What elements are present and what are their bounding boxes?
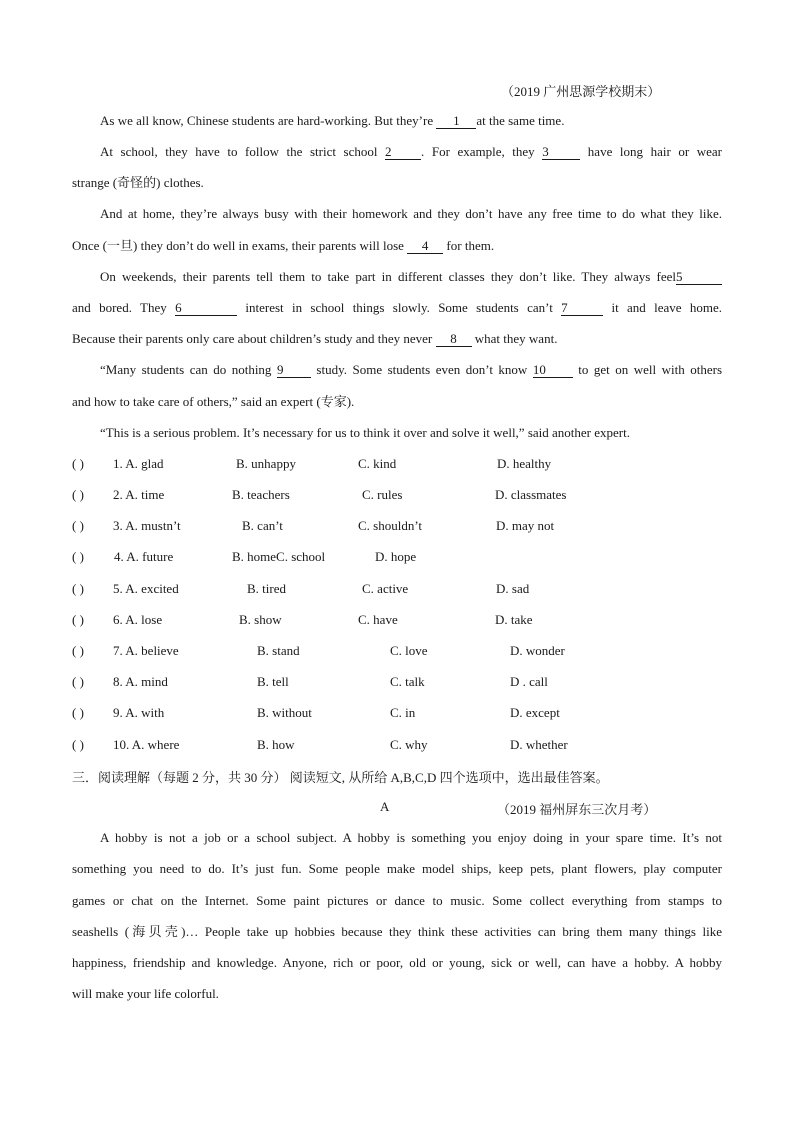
blank-10: 10 (533, 363, 573, 378)
passage-line: At school, they have to follow the strict school 2 . For example, they 3 have long hair or wear (100, 144, 722, 159)
passage-line: As we all know, Chinese students are hard-working. But they’re 1 at the same time. (100, 113, 565, 128)
answer-paren: ( ) (72, 549, 84, 564)
passage-line: Because their parents only care about children’s study and they never 8 what they want. (72, 331, 558, 346)
answer-paren: ( ) (72, 737, 84, 752)
option-b: B. teachers (232, 487, 290, 502)
blank-6: 6 (175, 301, 237, 316)
option-a: 5. A. excited (113, 581, 179, 596)
passage-line: And at home, they’re always busy with their homework and they don’t have any free time to do what they like. (100, 206, 722, 221)
option-c: C. have (358, 612, 398, 627)
passage-line: and how to take care of others,” said an expert (专家). (72, 394, 355, 409)
option-a: 9. A. with (113, 705, 165, 720)
option-b: B. stand (257, 643, 300, 658)
source-note-1: （2019 广州思源学校期末） (501, 84, 661, 99)
answer-paren: ( ) (72, 456, 84, 471)
answer-paren: ( ) (72, 705, 84, 720)
blank-2: 2 (385, 145, 421, 160)
option-a: 10. A. where (113, 737, 180, 752)
option-b: B. unhappy (236, 456, 296, 471)
option-a: 4. A. future (114, 549, 174, 564)
option-c: C. love (390, 643, 428, 658)
passage-line: games or chat on the Internet. Some paint pictures or dance to music. Some collect everything from stamps to (72, 893, 722, 908)
option-c: C. why (390, 737, 428, 752)
option-d: D. wonder (510, 643, 565, 658)
section-heading: 三．阅读理解（每题 2 分，共 30 分） 阅读短文, 从所给 A,B,C,D 四个选项中，选出最佳答案。 (72, 770, 609, 785)
option-a: 1. A. glad (113, 456, 164, 471)
answer-paren: ( ) (72, 518, 84, 533)
option-d: D . call (510, 674, 548, 689)
option-c: C. talk (390, 674, 425, 689)
option-d: D. classmates (495, 487, 567, 502)
option-c: C. active (362, 581, 409, 596)
option-a: 2. A. time (113, 487, 165, 502)
answer-paren: ( ) (72, 487, 84, 502)
blank-1: 1 (436, 114, 476, 129)
option-d: D. healthy (497, 456, 552, 471)
option-a: 3. A. mustn’t (113, 518, 181, 533)
option-b: B. tired (247, 581, 286, 596)
blank-5: 5 (676, 270, 722, 285)
option-d: D. whether (510, 737, 568, 752)
source-note-2: （2019 福州屏东三次月考） (497, 802, 657, 817)
option-c: C. rules (362, 487, 403, 502)
answer-paren: ( ) (72, 674, 84, 689)
answer-paren: ( ) (72, 612, 84, 627)
blank-8: 8 (436, 332, 472, 347)
passage-line: seashells (海贝壳)… People take up hobbies because they think these activities can bring them many things like (72, 924, 722, 939)
blank-4: 4 (407, 239, 443, 254)
answer-paren: ( ) (72, 581, 84, 596)
answer-paren: ( ) (72, 643, 84, 658)
passage-line: strange (奇怪的) clothes. (72, 175, 204, 190)
passage-line: and bored. They 6 interest in school things slowly. Some students can’t 7 it and leave home. (72, 300, 722, 315)
option-d: D. except (510, 705, 560, 720)
passage-line: A hobby is not a job or a school subject. A hobby is something you enjoy doing in your spare time. It’s not (100, 830, 722, 845)
passage-line: something you need to do. It’s just fun. Some people make model ships, keep pets, plant flowers, play computer (72, 861, 722, 876)
option-c: C. shouldn’t (358, 518, 423, 533)
passage-line: will make your life colorful. (72, 986, 219, 1001)
passage-line: On weekends, their parents tell them to take part in different classes they don’t like. They always feel5 (100, 269, 722, 285)
option-d: D. may not (496, 518, 555, 533)
option-d: D. sad (496, 581, 530, 596)
option-b: B. can’t (242, 518, 283, 533)
option-b: B. homeC. school (232, 549, 326, 564)
option-b: B. how (257, 737, 295, 752)
option-c: C. in (390, 705, 416, 720)
option-b: B. without (257, 705, 312, 720)
option-d: D. take (495, 612, 533, 627)
passage-line: “Many students can do nothing 9 study. Some students even don’t know 10 to get on well with others (100, 362, 723, 377)
passage-line: Once (一旦) they don’t do well in exams, their parents will lose 4 for them. (72, 238, 495, 253)
passage-line: “This is a serious problem. It’s necessary for us to think it over and solve it well,” said another expert. (100, 425, 630, 440)
option-b: B. tell (257, 674, 289, 689)
option-a: 8. A. mind (113, 674, 168, 689)
option-a: 7. A. believe (113, 643, 179, 658)
option-b: B. show (239, 612, 282, 627)
blank-7: 7 (561, 301, 603, 316)
option-a: 6. A. lose (113, 612, 163, 627)
passage-line: happiness, friendship and knowledge. Anyone, rich or poor, old or young, sick or well, can have a hobby. A hobby (72, 955, 722, 970)
passage-label: A (380, 799, 390, 814)
blank-3: 3 (542, 145, 580, 160)
blank-9: 9 (277, 363, 311, 378)
option-c: C. kind (358, 456, 397, 471)
option-d: D. hope (375, 549, 417, 564)
